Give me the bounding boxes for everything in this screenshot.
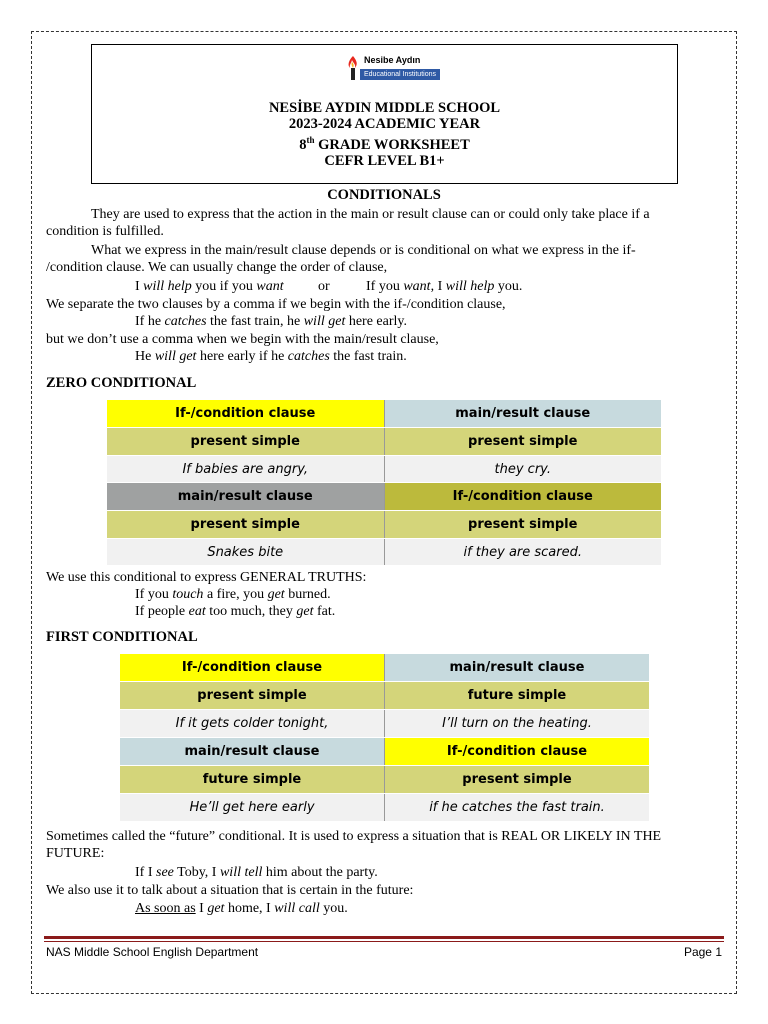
table-row <box>120 766 649 793</box>
table-cell: main/result clause <box>385 654 649 681</box>
zero-example-2: If people eat too much, they get fat. <box>135 604 336 619</box>
table-cell: He’ll get here early <box>120 794 385 821</box>
zero-example-1: If you touch a fire, you get burned. <box>135 587 331 602</box>
example-line-1: I will help you if you want <box>135 279 284 294</box>
first-example-1: If I see Toby, I will tell him about the party. <box>135 865 378 880</box>
logo-name: Nesibe Aydın <box>364 55 421 65</box>
table-cell: main/result clause <box>385 400 662 427</box>
table-cell: present simple <box>385 428 662 455</box>
logo-subtitle: Educational Institutions <box>360 69 440 80</box>
table-row <box>107 428 661 455</box>
example-or: or <box>318 279 330 294</box>
table-row <box>107 539 661 565</box>
table-cell: present simple <box>107 511 385 538</box>
table-row <box>107 483 661 510</box>
footer-rule-thin <box>44 941 724 942</box>
table-cell: If-/condition clause <box>385 483 662 510</box>
separate-line: We separate the two clauses by a comma if we begin with the if-/condition clause, <box>46 297 506 312</box>
zero-conditional-heading: ZERO CONDITIONAL <box>46 375 197 391</box>
table-cell: present simple <box>107 428 385 455</box>
school-logo <box>342 53 442 87</box>
table-cell: If-/condition clause <box>385 738 649 765</box>
table-row <box>120 682 649 709</box>
table-cell: present simple <box>385 511 662 538</box>
header-box <box>91 44 678 184</box>
footer-rule <box>44 936 724 939</box>
table-row <box>107 456 661 482</box>
intro-line-3: What we express in the main/result clause depends or is conditional on what we express in the if- <box>91 243 636 258</box>
table-cell: if they are scared. <box>385 539 662 565</box>
torch-icon <box>346 55 360 81</box>
intro-line-2: condition is fulfilled. <box>46 224 164 239</box>
table-row <box>120 654 649 681</box>
table-cell: future simple <box>385 682 649 709</box>
table-row <box>107 400 661 427</box>
table-cell: I’ll turn on the heating. <box>385 710 649 737</box>
intro-line-1: They are used to express that the action in the main or result clause can or could only take place if a <box>91 207 650 222</box>
table-cell: main/result clause <box>107 483 385 510</box>
no-comma-line: but we don’t use a comma when we begin with the main/result clause, <box>46 332 439 347</box>
table-cell: If babies are angry, <box>107 456 385 482</box>
first-conditional-table <box>120 654 649 822</box>
example-line-3: He will get here early if he catches the fast train. <box>135 349 407 364</box>
general-truths-line: We use this conditional to express GENERAL TRUTHS: <box>46 570 367 585</box>
table-cell: present simple <box>385 766 649 793</box>
table-row <box>107 511 661 538</box>
example-line-1b: If you want, I will help you. <box>366 279 523 294</box>
page-title: CONDITIONALS <box>327 187 441 203</box>
first-conditional-heading: FIRST CONDITIONAL <box>46 629 198 645</box>
school-name: NESİBE AYDIN MIDDLE SCHOOL <box>268 100 501 116</box>
future-note-line-1: Sometimes called the “future” conditional. It is used to express a situation that is REAL OR LIKELY IN THE <box>46 829 662 844</box>
table-cell: If it gets colder tonight, <box>120 710 385 737</box>
page-number: Page 1 <box>683 945 722 959</box>
table-cell: main/result clause <box>120 738 385 765</box>
table-cell: they cry. <box>385 456 662 482</box>
footer-department: NAS Middle School English Department <box>46 945 259 959</box>
academic-year: 2023-2024 ACADEMIC YEAR <box>288 116 481 132</box>
intro-line-4: /condition clause. We can usually change the order of clause, <box>46 260 388 275</box>
table-cell: If-/condition clause <box>107 400 385 427</box>
table-cell: future simple <box>120 766 385 793</box>
table-cell: Snakes bite <box>107 539 385 565</box>
example-line-2: If he catches the fast train, he will get here early. <box>135 314 408 329</box>
cefr-level: CEFR LEVEL B1+ <box>324 152 445 169</box>
table-cell: If-/condition clause <box>120 654 385 681</box>
table-cell: present simple <box>120 682 385 709</box>
table-row <box>120 794 649 821</box>
zero-conditional-table <box>107 400 661 566</box>
table-cell: if he catches the fast train. <box>385 794 649 821</box>
future-note-line-2: FUTURE: <box>46 846 105 861</box>
first-example-2: As soon as I get home, I will call you. <box>135 901 348 916</box>
certain-future-line: We also use it to talk about a situation that is certain in the future: <box>46 883 414 898</box>
table-row <box>120 710 649 737</box>
grade-line: 8th GRADE WORKSHEET <box>299 135 470 153</box>
table-row <box>120 738 649 765</box>
